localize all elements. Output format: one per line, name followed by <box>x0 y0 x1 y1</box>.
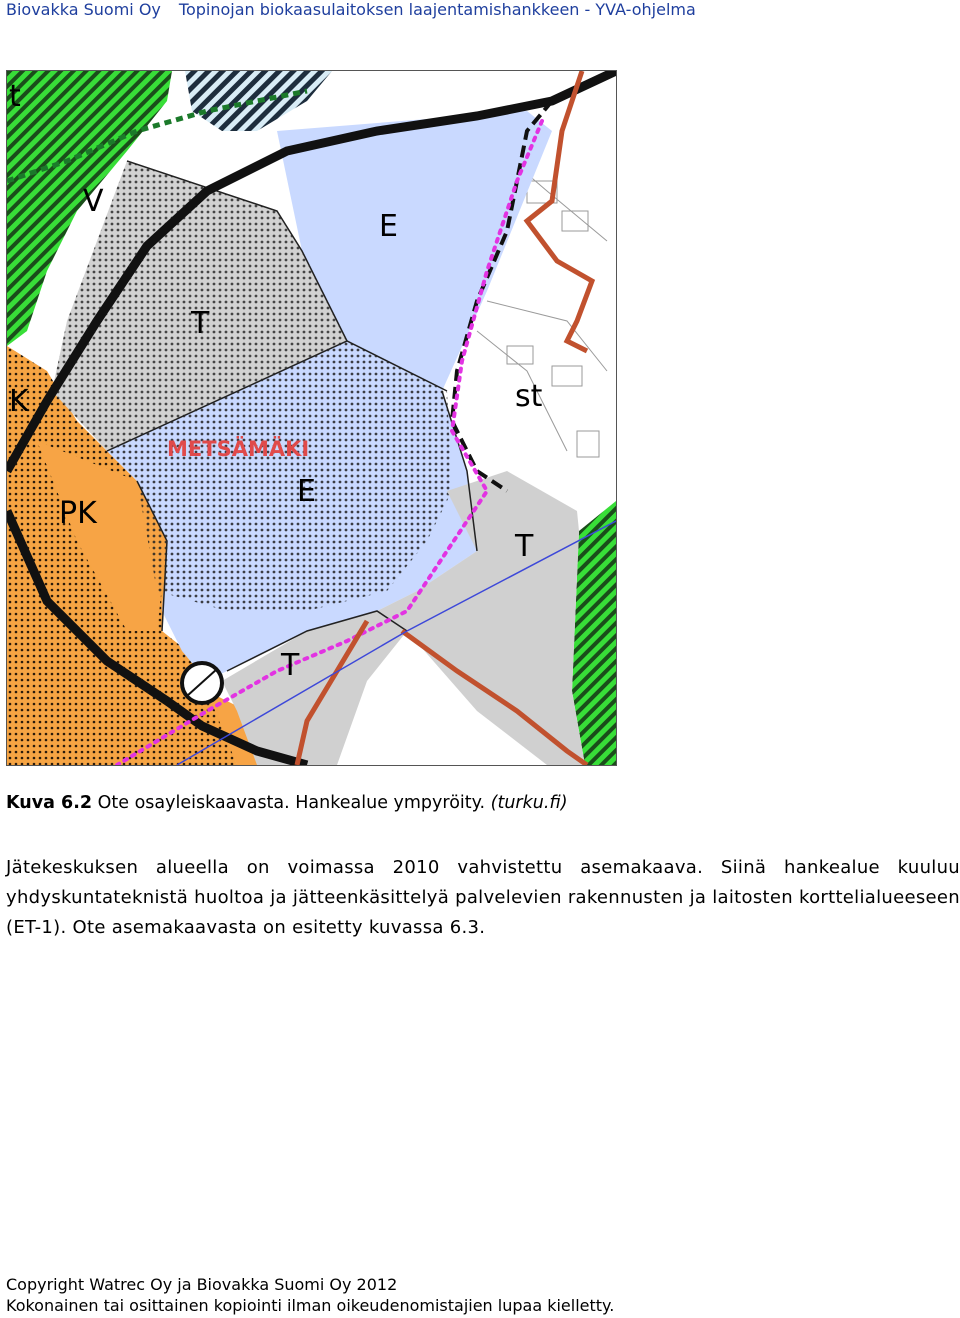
label-t-edge: t <box>9 79 21 114</box>
label-t-south: T <box>281 648 300 683</box>
label-e-north: E <box>379 209 398 244</box>
zoning-map-svg <box>7 71 616 765</box>
label-e-center: E <box>297 474 316 509</box>
caption-source: (turku.fi) <box>490 793 568 813</box>
zoning-map <box>6 70 617 766</box>
label-district: METSÄMÄKI <box>167 437 310 461</box>
page-footer <box>6 1274 614 1316</box>
label-st: st <box>515 379 543 414</box>
figure-caption <box>6 793 568 813</box>
header-company: Biovakka Suomi Oy <box>6 0 161 19</box>
header-document-title: Topinojan biokaasulaitoksen laajentamishankkeen - YVA-ohjelma <box>178 0 696 19</box>
label-t-north: T <box>191 306 210 341</box>
body-paragraph: Jätekeskuksen alueella on voimassa 2010 vahvistettu asemakaava. Siinä hankealue kuuluu yhdyskuntateknistä huoltoa ja jätteenkäsittelyä palvelevien rakennusten ja laitosten korttelialueeseen (ET-1). Ote asemakaavasta on esitetty kuvassa 6.3. <box>6 857 960 938</box>
label-v: V <box>83 184 104 219</box>
label-t-east: T <box>515 529 534 564</box>
label-k: K <box>9 384 29 419</box>
label-pk: PK <box>59 496 97 531</box>
project-area-circle <box>182 663 222 703</box>
page-header <box>6 0 954 20</box>
footer-notice: Kokonainen tai osittainen kopiointi ilman oikeudenomistajien lupaa kielletty. <box>6 1296 615 1315</box>
caption-label: Kuva 6.2 <box>6 793 93 813</box>
footer-copyright: Copyright Watrec Oy ja Biovakka Suomi Oy 2012 <box>6 1275 398 1294</box>
caption-text: Ote osayleiskaavasta. Hankealue ympyröity. <box>97 793 486 813</box>
